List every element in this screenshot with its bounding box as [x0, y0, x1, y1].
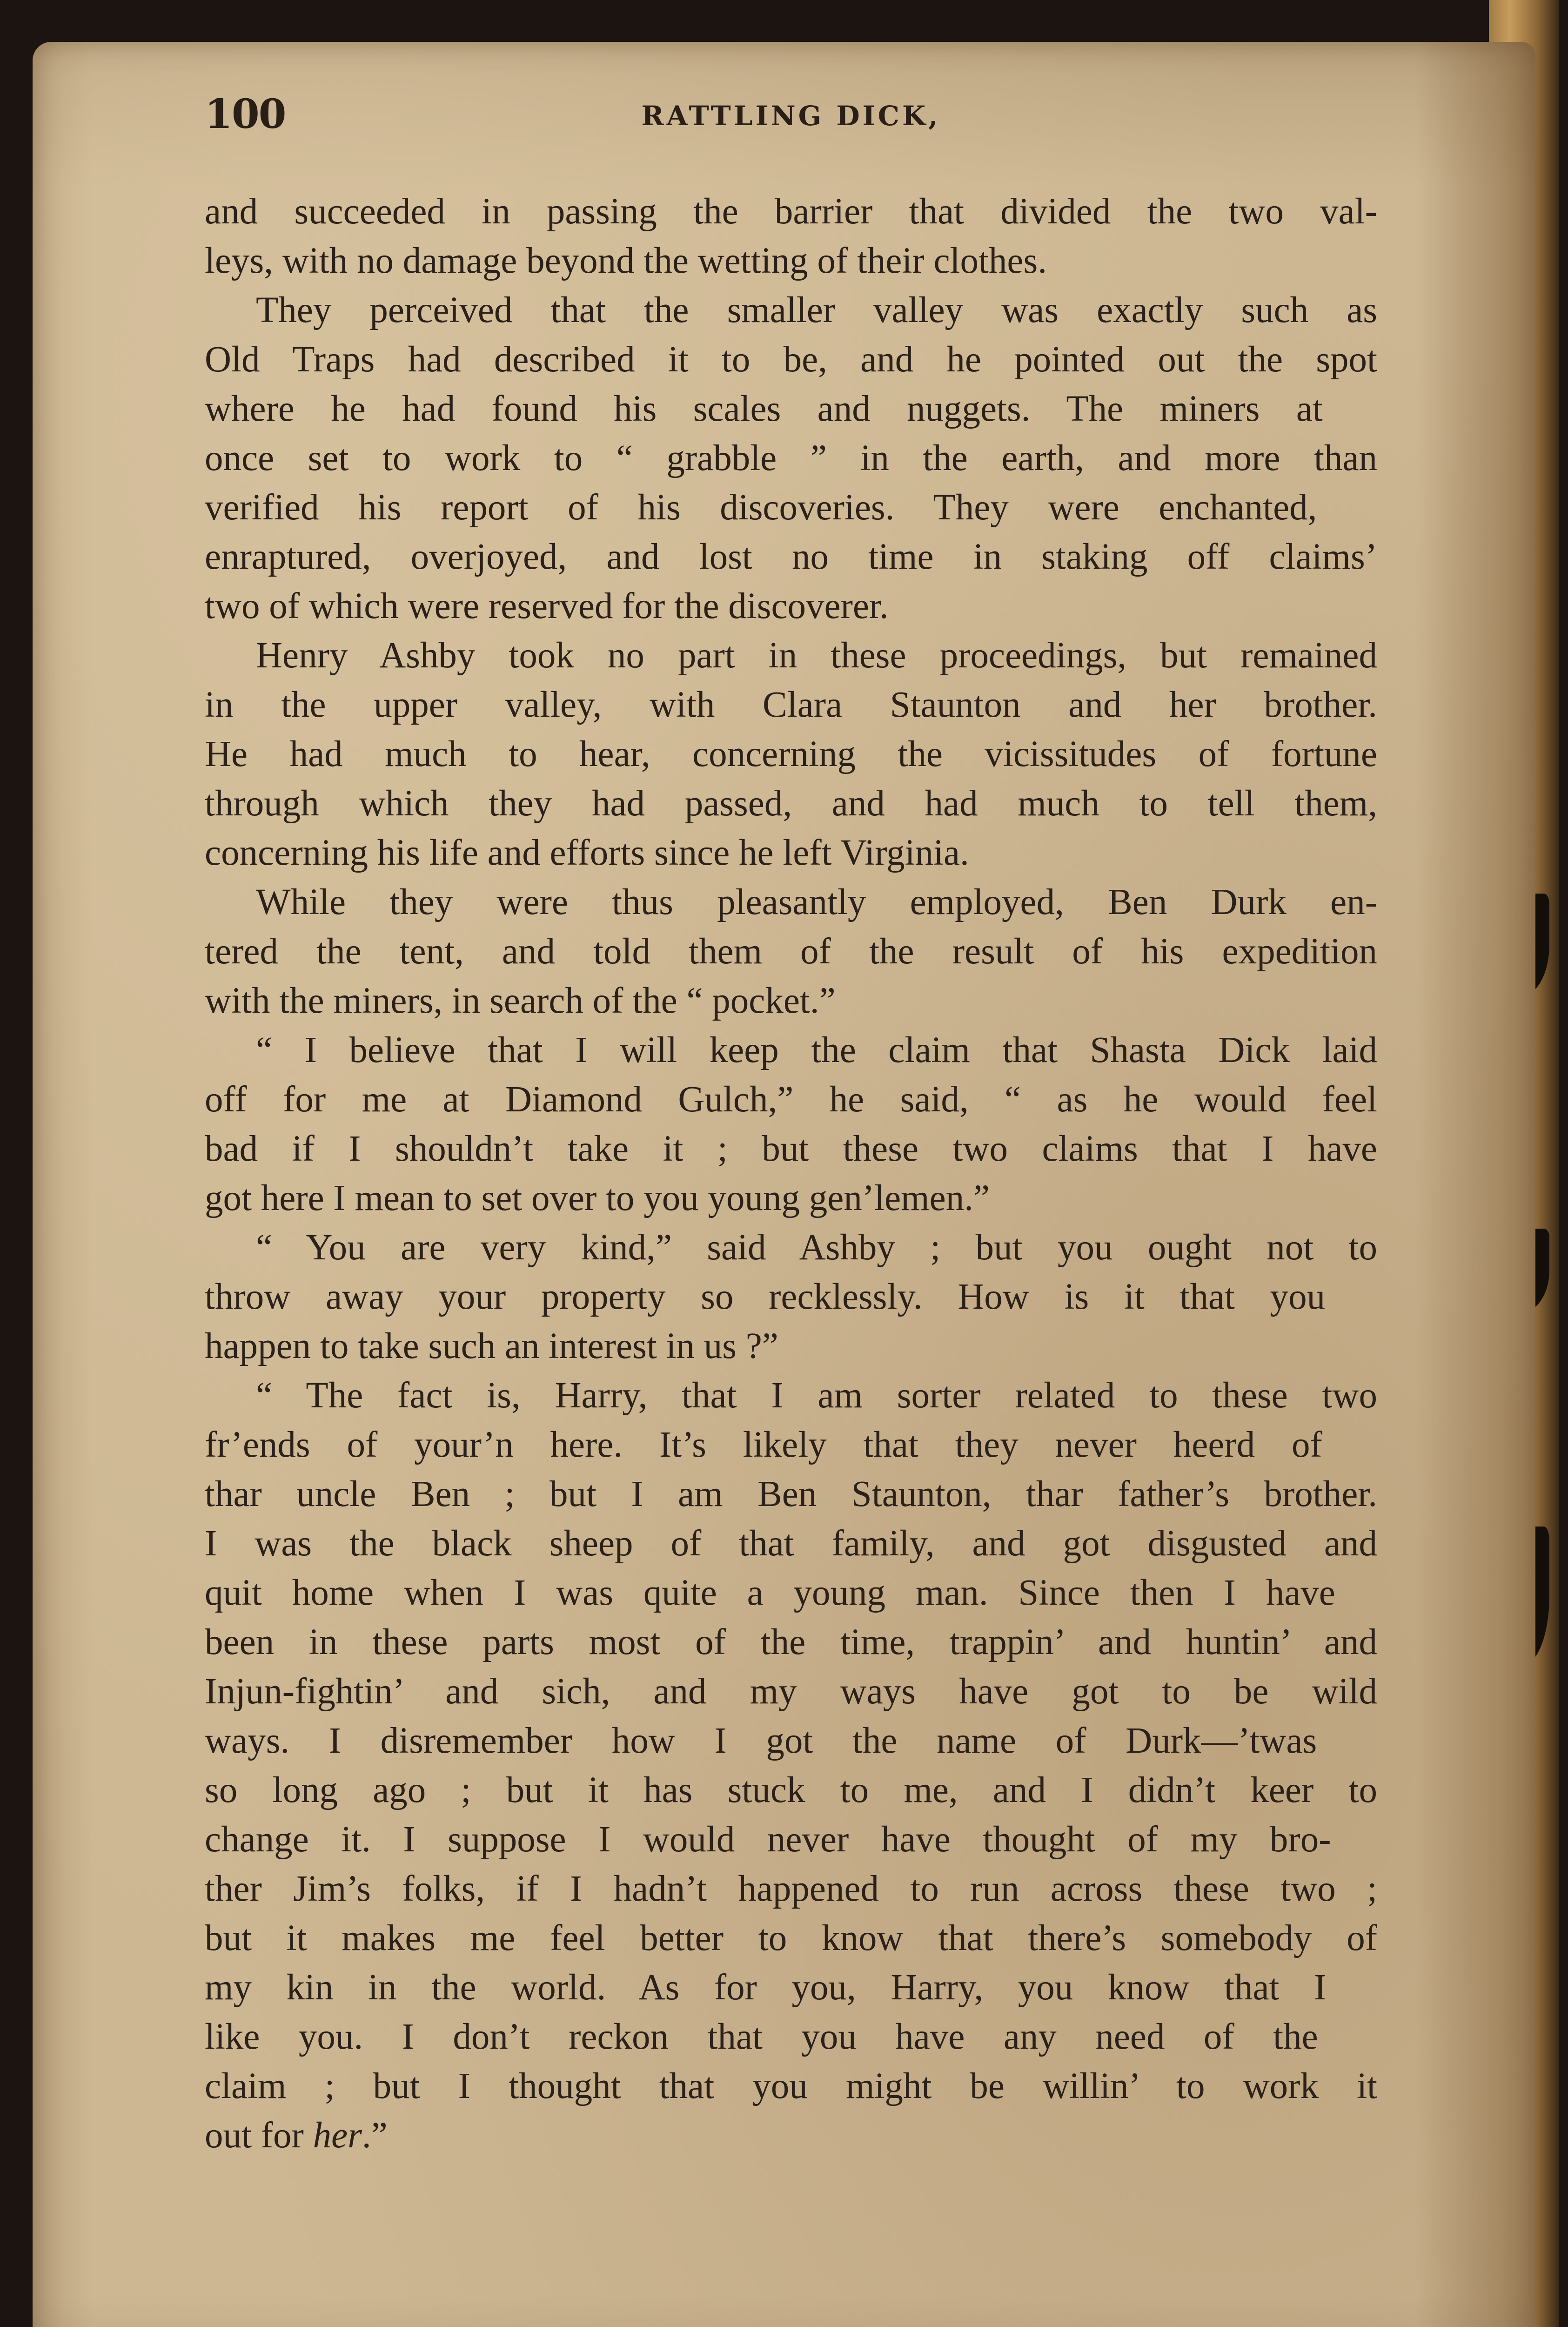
text-line: “ I believe that I will keep the claim that Shasta Dick laid — [256, 1030, 1377, 1070]
text-line: so long ago ; but it has stuck to me, and I didn’t keer to — [205, 1770, 1377, 1810]
text-line: “ You are very kind,” said Ashby ; but you ought not to — [256, 1227, 1377, 1268]
text-line: been in these parts most of the time, trappin’ and huntin’ and — [205, 1622, 1377, 1662]
text-line: and succeeded in passing the barrier that divided the two val- — [205, 191, 1377, 232]
text-line: thar uncle Ben ; but I am Ben Staunton, thar father’s brother. — [205, 1474, 1377, 1514]
text-line: tered the tent, and told them of the result of his expedition — [205, 931, 1377, 972]
text-line: They perceived that the smaller valley was exactly such as — [256, 290, 1377, 330]
page-number: 100 — [205, 91, 286, 138]
text-line: where he had found his scales and nuggets. The miners at — [205, 389, 1323, 429]
text-line: change it. I suppose I would never have thought of my bro- — [205, 1819, 1331, 1860]
running-head: RATTLING DICK, — [641, 100, 941, 132]
text-line: off for me at Diamond Gulch,” he said, “ as he would feel — [205, 1079, 1377, 1120]
text-line: once set to work to “ grabble ” in the earth, and more than — [205, 438, 1377, 478]
text-line: happen to take such an interest in us ?” — [205, 1326, 778, 1366]
text-line: bad if I shouldn’t take it ; but these two claims that I have — [205, 1129, 1377, 1169]
body-text — [205, 187, 1377, 2160]
text-line: claim ; but I thought that you might be willin’ to work it — [205, 2066, 1377, 2106]
text-line: out for her.” — [205, 2115, 388, 2156]
text-line: He had much to hear, concerning the vicissitudes of fortune — [205, 734, 1377, 774]
text-line: two of which were reserved for the discoverer. — [205, 586, 889, 626]
text-line: through which they had passed, and had much to tell them, — [205, 783, 1377, 824]
text-line: enraptured, overjoyed, and lost no time in staking off claims’ — [205, 537, 1377, 577]
text-line: Henry Ashby took no part in these proceedings, but remained — [256, 635, 1377, 676]
text-line: in the upper valley, with Clara Staunton and her brother. — [205, 685, 1377, 725]
text-line: “ The fact is, Harry, that I am sorter related to these two — [256, 1375, 1377, 1416]
text-line: Old Traps had described it to be, and he pointed out the spot — [205, 339, 1377, 380]
page-header — [205, 91, 1377, 156]
text-line: quit home when I was quite a young man. Since then I have — [205, 1573, 1335, 1613]
text-line: my kin in the world. As for you, Harry, you know that I — [205, 1967, 1327, 2008]
text-line: While they were thus pleasantly employed, Ben Durk en- — [256, 882, 1377, 922]
text-line: with the miners, in search of the “ pocket.” — [205, 981, 836, 1021]
text-line: concerning his life and efforts since he left Virginia. — [205, 833, 969, 873]
text-line: Injun-fightin’ and sich, and my ways have got to be wild — [205, 1671, 1377, 1712]
text-line: verified his report of his discoveries. They were enchanted, — [205, 487, 1317, 528]
emphasis: her — [313, 2115, 362, 2156]
text-line: leys, with no damage beyond the wetting of their clothes. — [205, 241, 1047, 281]
text-line: I was the black sheep of that family, and got disgusted and — [205, 1523, 1377, 1564]
text-line: ther Jim’s folks, if I hadn’t happened to run across these two ; — [205, 1869, 1377, 1909]
text-line: got here I mean to set over to you young gen’lemen.” — [205, 1178, 990, 1218]
text-line: throw away your property so recklessly. How is it that you — [205, 1277, 1326, 1317]
text-line: like you. I don’t reckon that you have any need of the — [205, 2017, 1318, 2057]
text-line: fr’ends of your’n here. It’s likely that they never heerd of — [205, 1425, 1322, 1465]
text-line: but it makes me feel better to know that there’s somebody of — [205, 1918, 1377, 1958]
text-line: ways. I disremember how I got the name of Durk—’twas — [205, 1721, 1317, 1761]
